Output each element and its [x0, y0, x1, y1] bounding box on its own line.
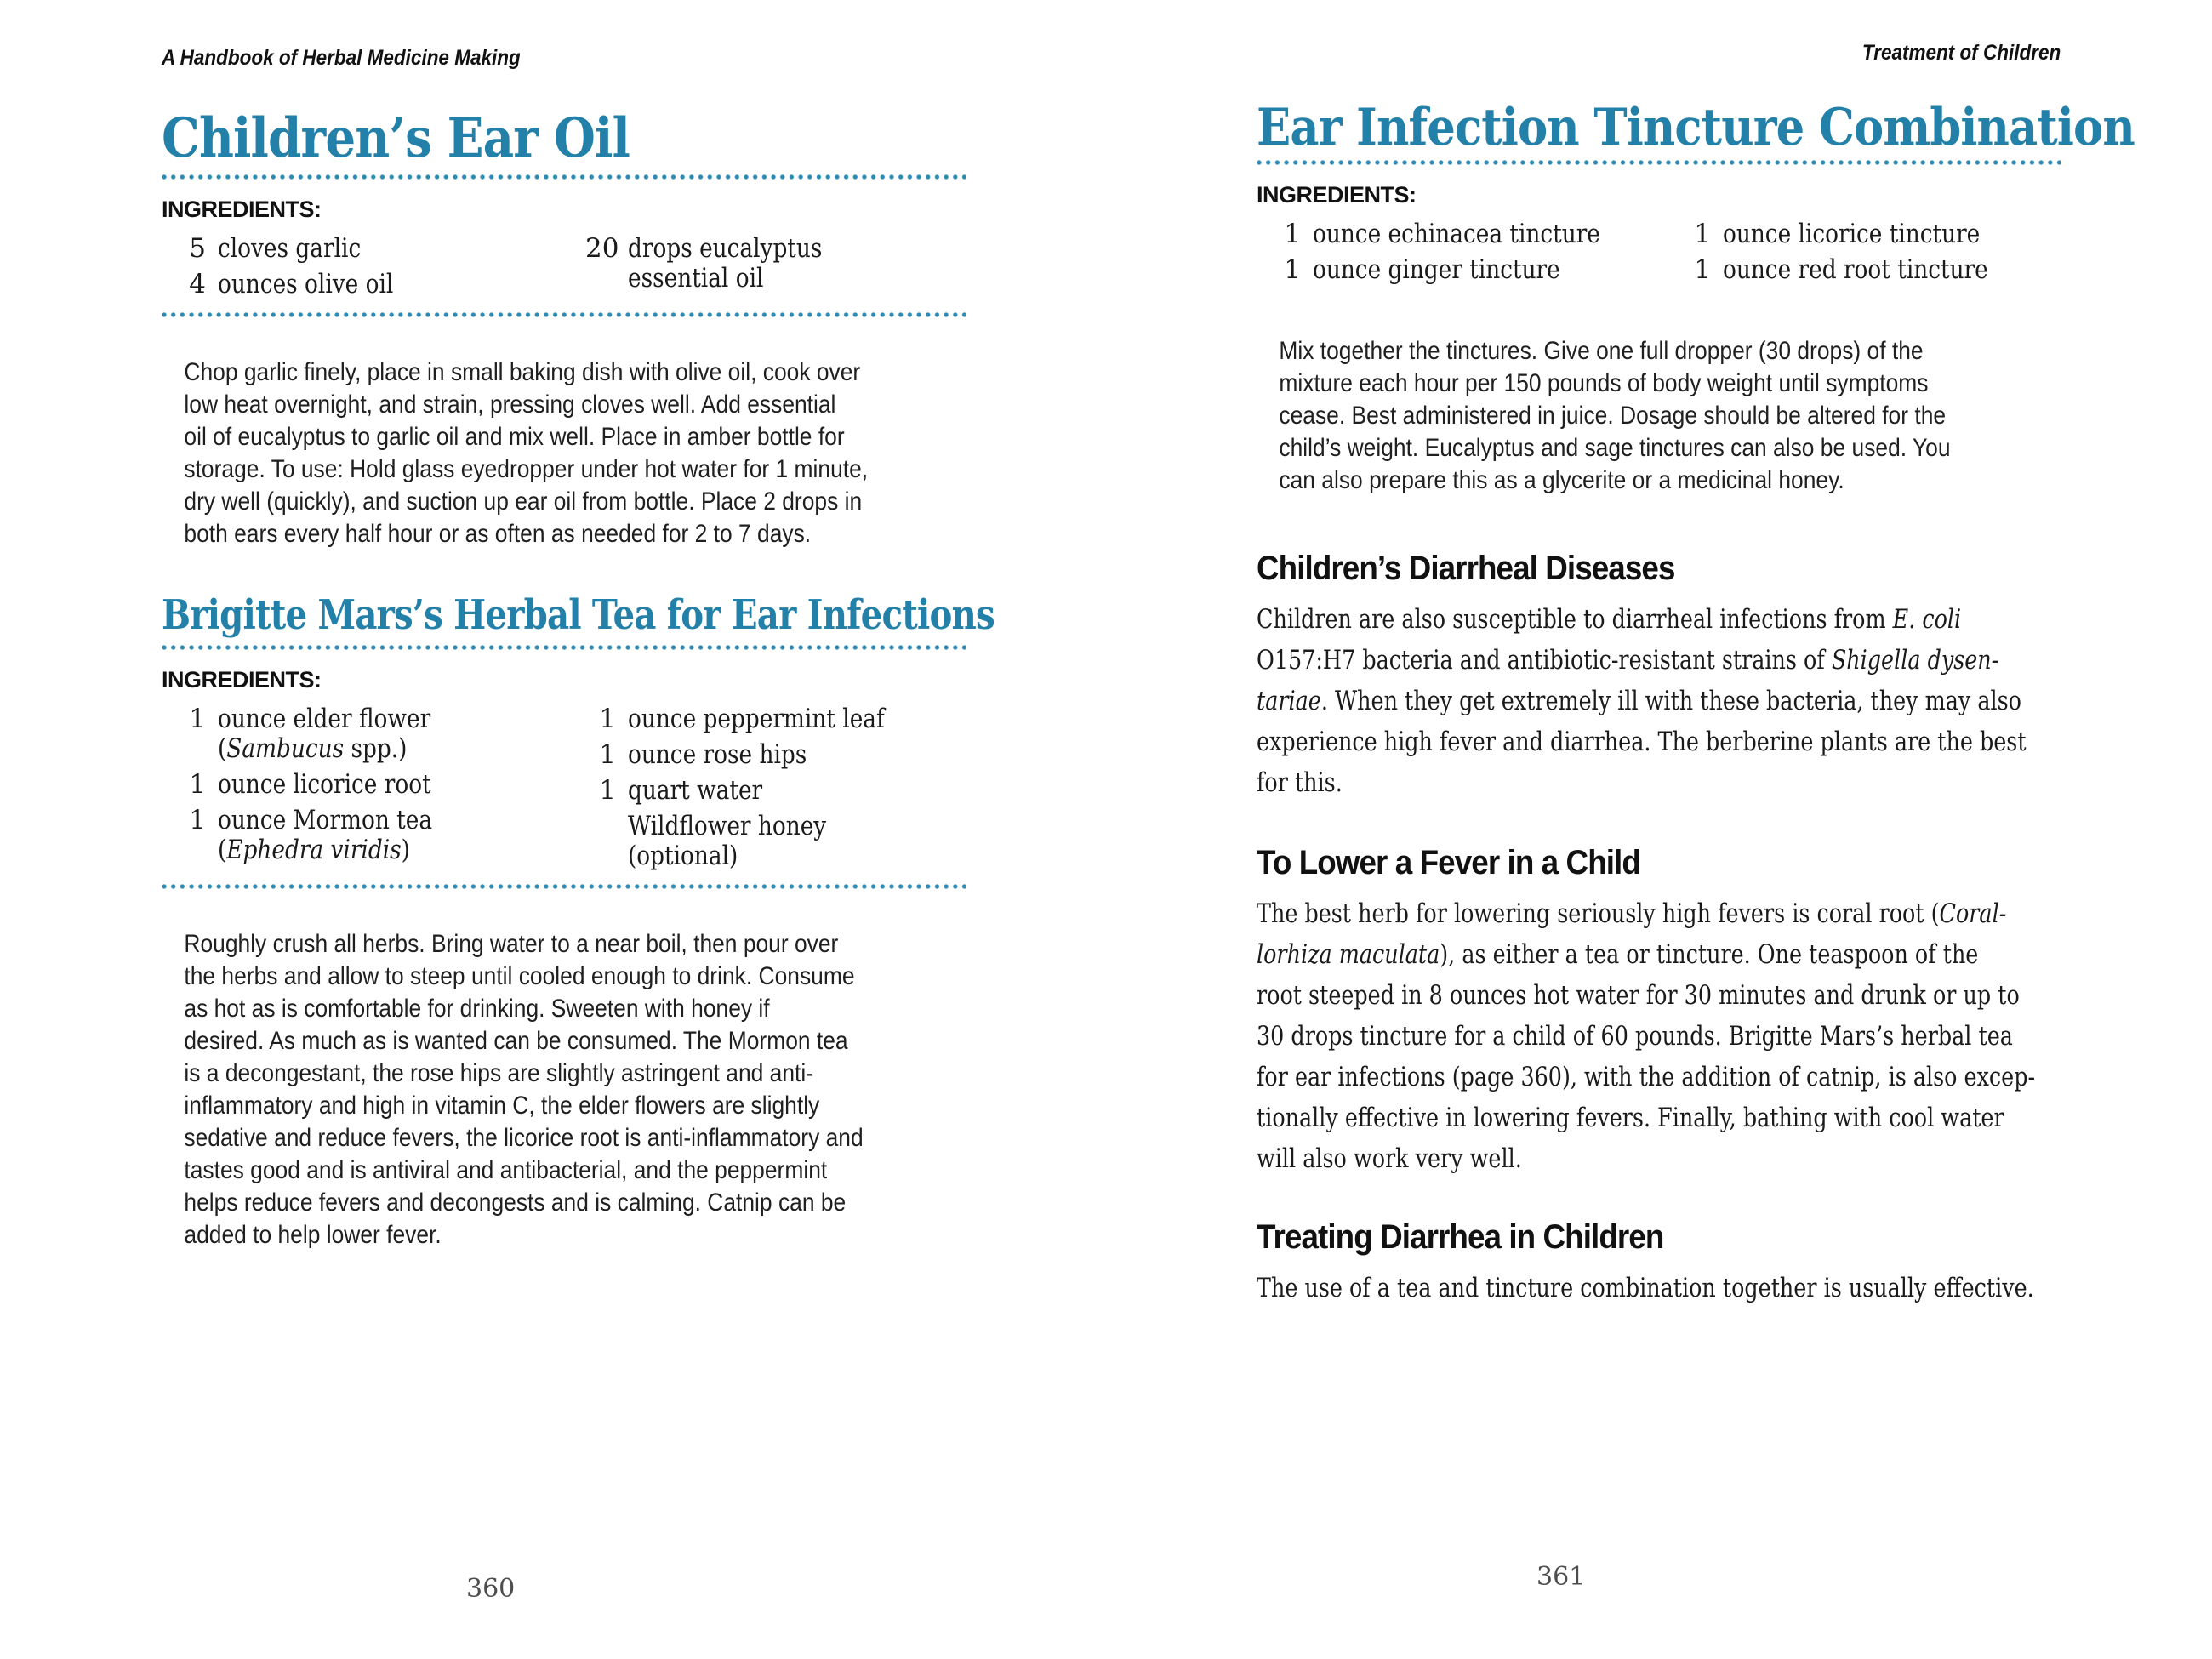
text-segment: storage. To use: Hold glass eyedropper under hot water for 1 minute, — [184, 454, 869, 483]
ingredients-label: INGREDIENTS: — [162, 667, 322, 693]
ingredient-text — [218, 270, 530, 299]
running-head-left — [162, 46, 966, 71]
text-segment: sedative and reduce fevers, the licorice root is anti-inflammatory and — [184, 1124, 864, 1153]
ingredient-quantity: 1 — [599, 739, 616, 771]
dotted-rule — [162, 312, 966, 317]
text-segment: ) — [401, 835, 410, 866]
ingredient-text — [628, 776, 915, 806]
text-segment: . When they get extremely ill with these bacteria, they may also — [1320, 686, 2021, 717]
text-segment: ounce licorice root — [218, 769, 431, 801]
italic-text-segment: lorhiza maculata — [1257, 939, 1440, 971]
ingredient-text — [1723, 219, 2010, 249]
ingredient-item — [585, 234, 966, 294]
text-segment: low heat overnight, and strain, pressing cloves well. Add essential — [184, 390, 836, 419]
section-body-treating-diarrhea — [1257, 1268, 2034, 1308]
running-head-right-text: Treatment of Children — [1861, 41, 2061, 65]
ingredients-grid-ear-oil — [162, 234, 966, 305]
text-segment: tionally effective in lowering fevers. Finally, bathing with cool water — [1257, 1103, 2004, 1134]
text-segment: experience high fever and diarrhea. The berberine plants are the best — [1257, 727, 2027, 758]
section-body-lower-fever — [1257, 893, 2036, 1179]
ingredient-column — [175, 234, 585, 305]
text-segment: can also prepare this as a glycerite or a medicinal honey. — [1279, 466, 1844, 495]
ingredient-quantity: 1 — [599, 775, 616, 807]
page-left — [162, 0, 995, 1251]
recipe-title-brigitte-mars-tea: Brigitte Mars’s Herbal Tea for Ear Infections — [162, 590, 995, 639]
text-segment: ounce elder flower — [218, 704, 431, 735]
text-segment: (optional) — [628, 841, 738, 872]
ingredient-quantity: 1 — [599, 704, 616, 735]
method-paragraph-herbal-tea — [162, 928, 869, 1251]
ingredient-item — [175, 806, 585, 865]
dotted-rule — [1257, 160, 2061, 165]
text-segment: ounces olive oil — [218, 268, 394, 299]
ingredients-grid-herbal-tea — [162, 704, 966, 877]
text-segment: child’s weight. Eucalyptus and sage tinctures can also be used. You — [1279, 434, 1951, 463]
text-segment: ounce licorice tincture — [1723, 219, 1981, 250]
text-segment: Chop garlic finely, place in small baking dish with olive oil, cook over — [184, 357, 861, 386]
section-heading-treating-diarrhea: Treating Diarrhea in Children — [1257, 1218, 1664, 1257]
italic-text-segment: tariae — [1257, 686, 1321, 717]
text-segment: ( — [218, 733, 227, 765]
text-segment: mixture each hour per 150 pounds of body weight until symptoms — [1279, 369, 1929, 398]
ingredient-quantity: 1 — [1284, 219, 1301, 250]
text-segment: is a decongestant, the rose hips are slightly astringent and anti- — [184, 1059, 814, 1088]
ingredient-text — [628, 234, 915, 294]
text-segment: for this. — [1257, 767, 1343, 799]
text-segment: The best herb for lowering seriously high fevers is coral root ( — [1257, 898, 1940, 930]
text-segment: dry well (quickly), and suction up ear oil from bottle. Place 2 drops in — [184, 487, 863, 516]
ingredient-item — [585, 740, 966, 770]
text-segment: The use of a tea and tincture combination together is usually effective. — [1257, 1273, 2034, 1304]
dotted-rule — [162, 174, 966, 180]
ingredient-text — [218, 234, 530, 264]
recipe-title-childrens-ear-oil: Children’s Ear Oil — [162, 106, 630, 170]
text-segment: ), as either a tea or tincture. One teaspoon of the — [1440, 939, 1979, 971]
text-segment: ounce rose hips — [628, 739, 807, 771]
text-segment: Wildflower honey — [628, 811, 827, 842]
ingredient-quantity: 4 — [189, 268, 206, 299]
dotted-rule — [162, 645, 966, 650]
text-segment: ounce red root tincture — [1723, 254, 1988, 286]
ingredient-column — [1270, 219, 1680, 291]
ingredient-item — [1680, 219, 2061, 249]
text-segment: ounce ginger tincture — [1313, 254, 1560, 286]
ingredient-text — [628, 740, 915, 770]
text-segment: ounce echinacea tincture — [1313, 219, 1600, 250]
ingredient-item — [175, 704, 585, 764]
dotted-rule — [162, 884, 966, 889]
ingredient-text — [628, 812, 915, 871]
ingredient-item — [175, 270, 585, 299]
text-segment: desired. As much as is wanted can be consumed. The Mormon tea — [184, 1027, 848, 1056]
text-segment: O157:H7 bacteria and antibiotic-resistant strains of — [1257, 645, 1832, 676]
ingredient-text — [628, 704, 915, 734]
text-segment: Children are also susceptible to diarrheal infections from — [1257, 604, 1893, 636]
text-segment: ounce peppermint leaf — [628, 704, 885, 735]
text-segment: Roughly crush all herbs. Bring water to a near boil, then pour over — [184, 930, 839, 959]
text-segment: cease. Best administered in juice. Dosage should be altered for the — [1279, 402, 1947, 430]
ingredient-item — [1270, 219, 1680, 249]
ingredient-column — [585, 704, 966, 877]
ingredient-column — [175, 704, 585, 877]
method-paragraph-ear-oil — [162, 356, 869, 550]
text-segment: oil of eucalyptus to garlic oil and mix well. Place in amber bottle for — [184, 422, 845, 451]
text-segment: drops eucalyptus — [628, 232, 823, 264]
italic-text-segment: Shigella dysen- — [1831, 645, 1999, 676]
ingredient-quantity: 20 — [585, 232, 619, 264]
ingredient-text — [218, 806, 530, 865]
ingredient-text — [1723, 255, 2010, 285]
text-segment: added to help lower fever. — [184, 1221, 442, 1250]
italic-text-segment: E. coli — [1892, 604, 1962, 636]
text-segment: both ears every half hour or as often as needed for 2 to 7 days. — [184, 519, 812, 548]
ingredient-quantity: 1 — [189, 769, 206, 801]
ingredient-text — [218, 770, 530, 800]
ingredient-column — [585, 234, 966, 305]
method-paragraph-tincture — [1257, 335, 1964, 497]
text-segment: the herbs and allow to steep until cooled enough to drink. Consume — [184, 962, 855, 991]
ingredient-quantity: 1 — [189, 805, 206, 836]
text-segment: as hot as is comfortable for drinking. Sweeten with honey if — [184, 995, 770, 1023]
running-head-left-text: A Handbook of Herbal Medicine Making — [162, 46, 521, 70]
page-number-right: 361 — [1536, 1562, 1586, 1592]
ingredients-label: INGREDIENTS: — [162, 196, 322, 222]
section-heading-diarrheal-diseases: Children’s Diarrheal Diseases — [1257, 550, 1675, 588]
italic-text-segment: Ephedra viridis — [226, 835, 402, 866]
ingredient-item — [175, 770, 585, 800]
text-segment: essential oil — [628, 262, 764, 294]
recipe-title-ear-infection-tincture: Ear Infection Tincture Combination — [1257, 98, 2135, 157]
ingredient-item — [585, 776, 966, 806]
ingredient-quantity: 1 — [1694, 254, 1711, 286]
ingredient-item — [1270, 255, 1680, 285]
text-segment: for ear infections (page 360), with the addition of catnip, is also excep- — [1257, 1062, 2036, 1093]
ingredients-grid-tincture — [1257, 219, 2061, 291]
text-segment: root steeped in 8 ounces hot water for 30 minutes and drunk or up to — [1257, 980, 2020, 1012]
text-segment: will also work very well. — [1257, 1143, 1522, 1175]
ingredient-quantity: 1 — [1284, 254, 1301, 286]
page-number-left: 360 — [466, 1574, 516, 1604]
page-right — [1257, 0, 2135, 1308]
ingredient-text — [1313, 219, 1625, 249]
text-segment: tastes good and is antiviral and antibacterial, and the peppermint — [184, 1156, 828, 1185]
text-segment: quart water — [628, 775, 763, 807]
text-segment: ( — [218, 835, 227, 866]
ingredient-item — [585, 704, 966, 734]
text-segment: ounce Mormon tea — [218, 805, 433, 836]
ingredient-quantity — [585, 812, 616, 871]
ingredients-label: INGREDIENTS: — [1257, 182, 1417, 208]
text-segment: inflammatory and high in vitamin C, the elder flowers are slightly — [184, 1092, 820, 1120]
ingredient-text — [1313, 255, 1625, 285]
section-body-diarrheal-diseases — [1257, 599, 2027, 803]
ingredient-text — [218, 704, 530, 764]
text-segment: cloves garlic — [218, 232, 362, 264]
italic-text-segment: Sambucus — [226, 733, 345, 765]
ingredient-item — [175, 234, 585, 264]
ingredient-column — [1680, 219, 2061, 291]
section-heading-lower-fever: To Lower a Fever in a Child — [1257, 844, 1640, 882]
italic-text-segment: Coral- — [1939, 898, 2007, 930]
text-segment: Mix together the tinctures. Give one full dropper (30 drops) of the — [1279, 337, 1924, 366]
text-segment: 30 drops tincture for a child of 60 pounds. Brigitte Mars’s herbal tea — [1257, 1021, 2013, 1052]
ingredient-quantity: 5 — [189, 232, 206, 264]
ingredient-quantity: 1 — [189, 704, 206, 735]
text-segment: helps reduce fevers and decongests and is calming. Catnip can be — [184, 1189, 847, 1217]
ingredient-item — [1680, 255, 2061, 285]
ingredient-item — [585, 812, 966, 871]
ingredient-quantity: 1 — [1694, 219, 1711, 250]
running-head-right — [1257, 41, 2061, 66]
text-segment: spp.) — [344, 733, 408, 765]
